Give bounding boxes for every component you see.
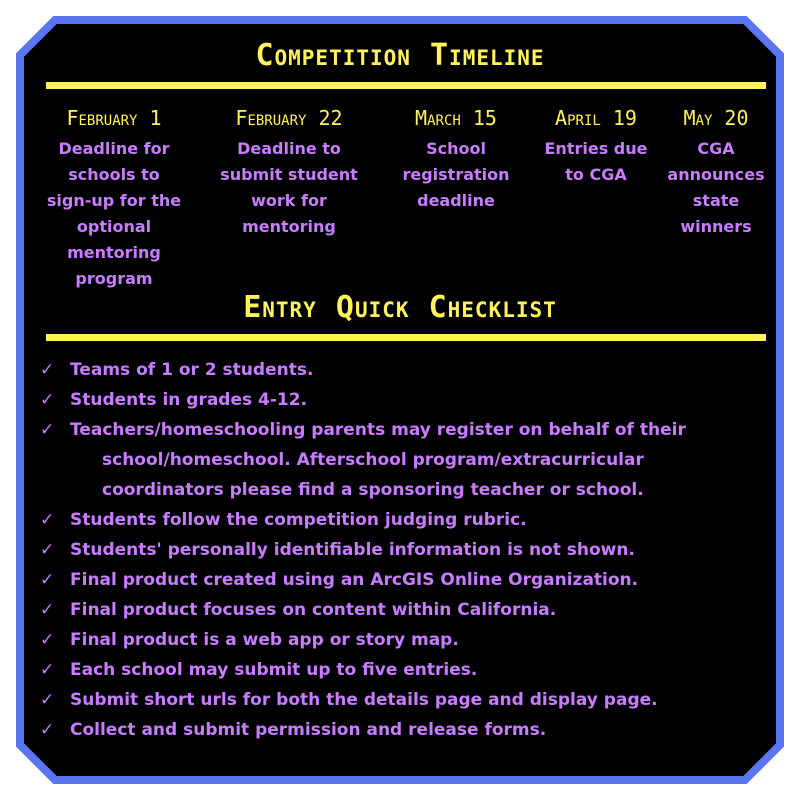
list-item: [40, 535, 770, 565]
check-mark-icon: ✓: [40, 390, 55, 410]
list-item-text: Final product is a web app or story map.: [70, 630, 459, 650]
check-mark-icon: ✓: [40, 630, 55, 650]
list-item: [40, 415, 770, 505]
check-mark-icon: ✓: [40, 720, 55, 740]
list-item-text: Submit short urls for both the details page and display page.: [70, 690, 658, 710]
list-item-text: Teams of 1 or 2 students.: [70, 360, 314, 380]
list-item: [40, 685, 770, 715]
check-mark-icon: ✓: [40, 660, 55, 680]
check-mark-icon: ✓: [40, 540, 55, 560]
list-item: [40, 355, 770, 385]
checklist: [40, 355, 770, 745]
check-mark-icon: ✓: [40, 360, 55, 380]
list-item-text: Students' personally identifiable information is not shown.: [70, 540, 635, 560]
timeline-event: [396, 104, 516, 214]
list-item-text: Each school may submit up to five entries.: [70, 660, 478, 680]
timeline-event: [44, 104, 184, 292]
check-mark-icon: ✓: [40, 600, 55, 620]
list-item-text: Final product focuses on content within California.: [70, 600, 557, 620]
list-item: [40, 505, 770, 535]
check-mark-icon: ✓: [40, 690, 55, 710]
list-item-text: Students follow the competition judging rubric.: [70, 510, 527, 530]
checklist-divider: [46, 334, 766, 341]
list-item: [40, 655, 770, 685]
list-item-text-continued: school/homeschool. Afterschool program/extracurricular: [102, 450, 644, 470]
list-item: [40, 565, 770, 595]
checklist-title: Entry Quick Checklist: [243, 290, 557, 325]
timeline-title: Competition Timeline: [255, 38, 545, 73]
list-item-text: Final product created using an ArcGIS Online Organization.: [70, 570, 639, 590]
list-item-text: Collect and submit permission and release forms.: [70, 720, 547, 740]
timeline-event: [214, 104, 364, 240]
list-item-text: Teachers/homeschooling parents may register on behalf of their: [70, 420, 686, 440]
timeline-event: [666, 104, 766, 240]
event-description: Deadline to submit student work for mentoring: [220, 139, 358, 236]
list-item: [40, 625, 770, 655]
timeline-event: [544, 104, 648, 188]
timeline: [44, 104, 766, 294]
event-date: May 20: [683, 106, 749, 130]
list-item: [40, 595, 770, 625]
list-item-text-continued: coordinators please find a sponsoring teacher or school.: [102, 480, 644, 500]
event-date: February 22: [235, 106, 343, 130]
event-description: Deadline for schools to sign-up for the optional mentoring program: [46, 139, 182, 288]
list-item-text: Students in grades 4-12.: [70, 390, 308, 410]
event-date: February 1: [66, 106, 162, 130]
check-mark-icon: ✓: [40, 510, 55, 530]
list-item: [40, 715, 770, 745]
check-mark-icon: ✓: [40, 570, 55, 590]
event-date: April 19: [555, 106, 637, 130]
event-description: CGA announces state winners: [667, 139, 765, 236]
check-mark-icon: ✓: [40, 420, 55, 440]
event-description: School registration deadline: [402, 139, 510, 210]
list-item: [40, 385, 770, 415]
event-date: March 15: [415, 106, 497, 130]
timeline-divider: [46, 82, 766, 89]
event-description: Entries due to CGA: [544, 139, 648, 184]
